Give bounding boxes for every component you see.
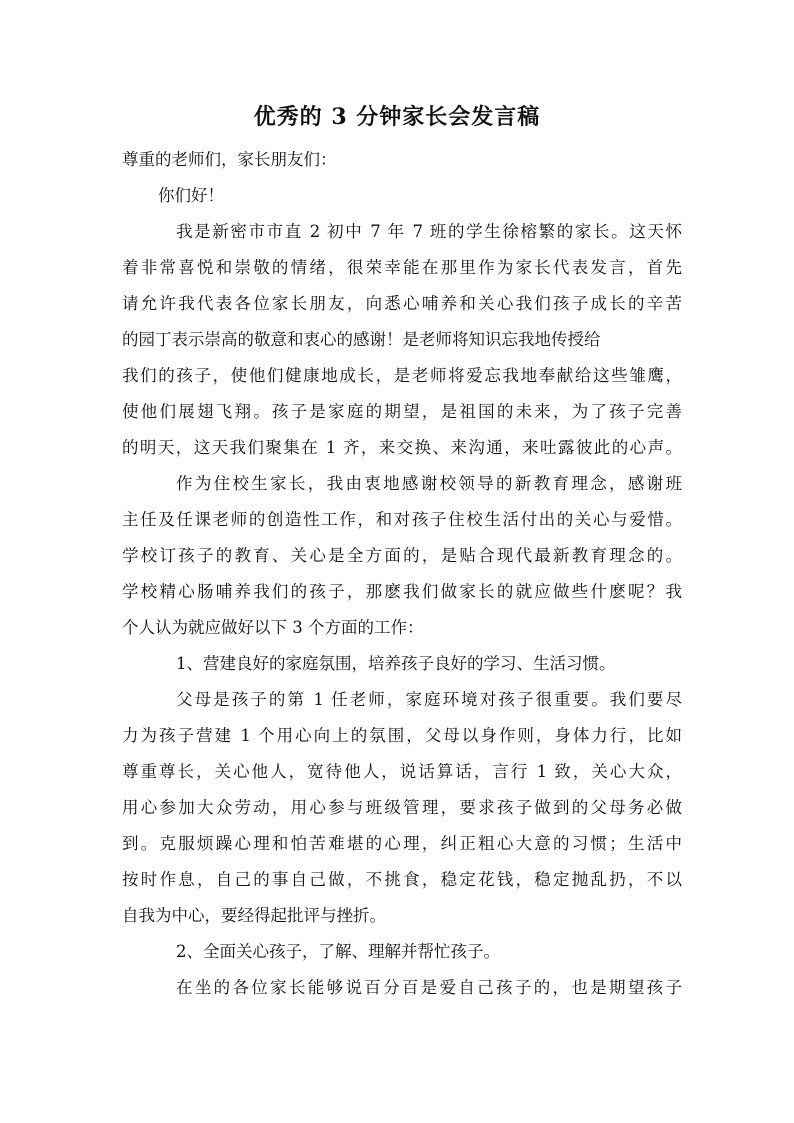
salutation: 尊重的老师们，家长朋友们：: [122, 150, 337, 169]
paragraph-line: 的园丁表示崇高的敬意和衷心的感谢！是老师将知识忘我地传授给: [122, 330, 601, 349]
paragraph-line: 着非常喜悦和崇敬的情绪，很荣幸能在那里作为家长代表发言，首先: [122, 258, 682, 277]
paragraph-line: 父母是孩子的第 1 任老师，家庭环境对孩子很重要。我们要尽: [176, 690, 682, 709]
paragraph-line: 用心参加大众劳动，用心参与班级管理，要求孩子做到的父母务必做: [122, 798, 682, 817]
paragraph-line: 学校精心肠哺养我们的孩子，那麽我们做家长的就应做些什麽呢？我: [122, 582, 682, 601]
paragraph-line: 按时作息，自己的事自己做，不挑食，稳定花钱，稳定抛乱扔，不以: [122, 870, 682, 889]
section-heading: 2、全面关心孩子，了解、理解并帮忙孩子。: [176, 942, 500, 961]
paragraph-line: 使他们展翅飞翔。孩子是家庭的期望，是祖国的未来，为了孩子完善: [122, 402, 682, 421]
paragraph-line: 作为住校生家长，我由衷地感谢校领导的新教育理念，感谢班: [176, 474, 682, 493]
section-heading: 1、营建良好的家庭氛围，培养孩子良好的学习、生活习惯。: [176, 654, 616, 673]
greeting: 你们好！: [158, 186, 224, 205]
paragraph-line: 的明天，这天我们聚集在 1 齐，来交换、来沟通，来吐露彼此的心声。: [122, 438, 682, 457]
paragraph-line: 力为孩子营建 1 个用心向上的氛围，父母以身作则，身体力行，比如: [122, 726, 682, 745]
document-title: 优秀的 3 分钟家长会发言稿: [253, 104, 541, 130]
paragraph-line: 我们的孩子，使他们健康地成长，是老师将爱忘我地奉献给这些雏鹰，: [122, 366, 682, 385]
paragraph-line: 主任及任课老师的创造性工作，和对孩子住校生活付出的关心与爱惜。: [122, 510, 682, 529]
paragraph-line: 我是新密市市直 2 初中 7 年 7 班的学生徐榕繁的家长。这天怀: [176, 222, 682, 241]
paragraph-line: 自我为中心，要经得起批评与挫折。: [122, 906, 386, 925]
paragraph-line: 到。克服烦躁心理和怕苦难堪的心理，纠正粗心大意的习惯；生活中: [122, 834, 682, 853]
paragraph-line: 请允许我代表各位家长朋友，向悉心哺养和关心我们孩子成长的辛苦: [122, 294, 682, 313]
paragraph-line: 学校订孩子的教育、关心是全方面的，是贴合现代最新教育理念的。: [122, 546, 682, 565]
paragraph-line: 尊重尊长，关心他人，宽待他人，说话算话，言行 1 致，关心大众，: [122, 762, 682, 781]
paragraph-line: 在坐的各位家长能够说百分百是爱自己孩子的，也是期望孩子: [176, 978, 682, 997]
paragraph-line: 个人认为就应做好以下 3 个方面的工作：: [122, 618, 424, 637]
